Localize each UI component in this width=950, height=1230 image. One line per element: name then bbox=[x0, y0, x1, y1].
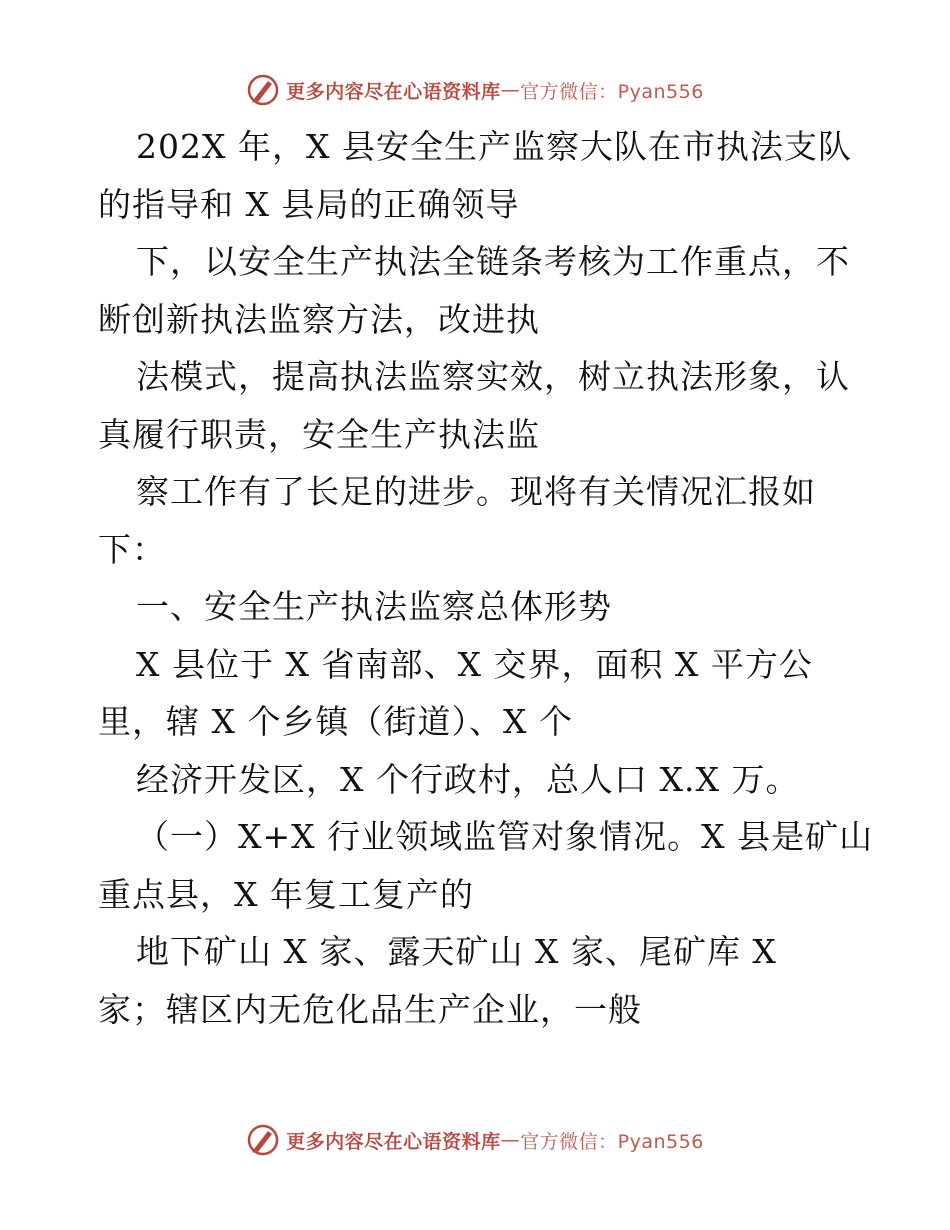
text-line: 家；辖区内无危化品生产企业，一般 bbox=[98, 989, 642, 1029]
footer-banner-title: 更多内容尽在心语资料库 bbox=[286, 1130, 501, 1153]
text-line: 断创新执法监察方法，改进执 bbox=[98, 299, 540, 339]
header-banner-contact: 官方微信：Pyan556 bbox=[520, 80, 704, 103]
footer-banner-contact: 官方微信：Pyan556 bbox=[520, 1130, 704, 1153]
pen-logo-icon bbox=[246, 73, 280, 107]
footer-banner bbox=[246, 1123, 704, 1157]
text-line: 地下矿山 X 家、露天矿山 X 家、尾矿库 X bbox=[136, 932, 777, 971]
text-line: 下，以安全生产执法全链条考核为工作重点，不 bbox=[136, 242, 850, 281]
text-line: 重点县，X 年复工复产的 bbox=[98, 874, 474, 914]
text-line: 法模式，提高执法监察实效，树立执法形象，认 bbox=[136, 357, 850, 396]
text-line: （一）X+X 行业领域监管对象情况。X 县是矿山 bbox=[136, 817, 874, 856]
header-banner bbox=[246, 73, 704, 107]
page-footer bbox=[0, 1120, 950, 1160]
text-line: 察工作有了长足的进步。现将有关情况汇报如 bbox=[136, 472, 816, 511]
text-line: 里，辖 X 个乡镇（街道）、X 个 bbox=[98, 702, 573, 741]
page-header bbox=[0, 70, 950, 110]
text-line: 下： bbox=[98, 529, 166, 569]
pen-logo-icon bbox=[246, 1123, 280, 1157]
text-line: 的指导和 X 县局的正确领导 bbox=[98, 184, 520, 224]
document-body bbox=[98, 118, 874, 1038]
text-line: X 县位于 X 省南部、X 交界，面积 X 平方公 bbox=[136, 644, 813, 684]
text-line: 202X 年，X 县安全生产监察大队在市执法支队 bbox=[136, 127, 852, 166]
text-line: 真履行职责，安全生产执法监 bbox=[98, 414, 540, 454]
text-line: 一、安全生产执法监察总体形势 bbox=[136, 587, 612, 626]
footer-banner-separator: — bbox=[500, 1129, 521, 1151]
text-line: 经济开发区，X 个行政村，总人口 X.X 万。 bbox=[136, 759, 800, 799]
header-banner-separator: — bbox=[500, 79, 521, 101]
header-banner-title: 更多内容尽在心语资料库 bbox=[286, 80, 501, 103]
